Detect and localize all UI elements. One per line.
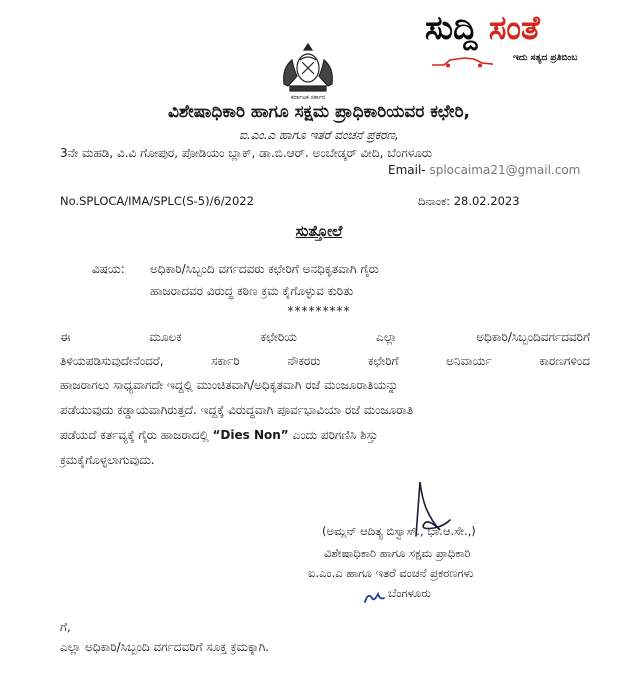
date-label: ದಿನಾಂಕ: bbox=[418, 194, 451, 208]
initials-mark-icon bbox=[362, 590, 388, 604]
car-icon bbox=[430, 54, 510, 68]
body-word: ನೌಕರರು bbox=[287, 354, 321, 368]
body-line-6: ಕ್ರಮಕೈಗೊಳ್ಳಲಾಗುವುದು. bbox=[60, 453, 155, 467]
body-word: ಮೂಲಕ bbox=[149, 330, 182, 344]
date-line bbox=[418, 194, 520, 209]
body-word: ಎಲ್ಲಾ bbox=[376, 330, 398, 344]
sudhi-santhe-logo bbox=[425, 8, 630, 74]
body-word: ತಿಳಿಯಪಡಿಸುವುದೇನೆಂದರೆ, bbox=[60, 354, 164, 368]
logo-word-1: ಸುದ್ದಿ bbox=[425, 8, 478, 47]
subject-separator: ********* bbox=[287, 304, 351, 318]
logo-tagline: ಇದು ಸತ್ಯದ ಪ್ರತಿಬಿಂಬ bbox=[513, 53, 578, 63]
body-word: ಅನಿವಾರ್ಯ bbox=[446, 354, 492, 368]
body-word: ಕಛೇರಿಗೆ bbox=[368, 354, 399, 368]
body-text: ಎಂದು ಪರಿಗಣಿಸಿ ಶಿಸ್ತು bbox=[288, 428, 378, 442]
office-subtitle: ಐ.ಎಂ.ಎ ಹಾಗೂ ಇತರೆ ವಂಚನೆ ಪ್ರಕರಣ, bbox=[239, 128, 399, 142]
signatory-name: (ಅಮ್ಲನ್ ಆದಿತ್ಯ ಬಿಸ್ವಾಸ್., ಭಾ.ಆ.ಸೇ.,) bbox=[322, 524, 476, 538]
body-line-1 bbox=[60, 330, 590, 345]
body-word: ಕಾರಣಗಳಿಂದ bbox=[539, 354, 590, 368]
date-value: 28.02.2023 bbox=[453, 194, 520, 208]
body-word: ಅಧಿಕಾರಿ/ಸಿಬ್ಬಂದಿವರ್ಗದವರಿಗೆ bbox=[476, 330, 590, 344]
recipients-line: ಎಲ್ಲಾ ಅಧಿಕಾರಿ/ಸಿಬ್ಬಂದಿ ವರ್ಗದವರಿಗೆ ಸೂಕ್ತ ಕ್ರಮಕ್ಕಾಗಿ. bbox=[60, 640, 270, 654]
subject-text-1: ಅಧಿಕಾರಿ/ಸಿಬ್ಬಂದಿ ವರ್ಗದವರು ಕಛೇರಿಗೆ ಅನಧಿಕೃತವಾಗಿ ಗೈರು bbox=[150, 262, 379, 276]
email-line bbox=[388, 163, 580, 177]
subject-label: ವಿಷಯ: bbox=[92, 262, 125, 276]
logo-word-2: ಸಂತೆ bbox=[488, 8, 540, 47]
body-text: ಪಡೆಯದೆ ಕರ್ತವ್ಯಕ್ಕೆ ಗೈರು ಹಾಜರಾದಲ್ಲಿ bbox=[60, 428, 213, 442]
karnataka-emblem-icon bbox=[276, 40, 340, 96]
signatory-office: ಐ.ಎಂ.ಎ ಹಾಗೂ ಇತರೆ ವಂಚನೆ ಪ್ರಕರಣಗಳು bbox=[308, 566, 474, 580]
subject-line-2: ಹಾಜರಾದವರ ವಿರುದ್ಧ ಕಠಿಣ ಕ್ರಮ ಕೈಗೊಳ್ಳುವ ಕುರಿತು bbox=[150, 284, 354, 298]
circular-heading: ಸುತ್ತೋಲೆ bbox=[295, 222, 343, 240]
body-word: ಸರ್ಕಾರಿ bbox=[211, 354, 240, 368]
body-line-3: ಹಾಜರಾಗಲು ಸಾಧ್ಯವಾಗದೇ ಇದ್ದಲ್ಲಿ ಮುಂಚಿತವಾಗಿ/ಅಧಿಕೃತವಾಗಿ ರಜೆ ಮಂಜೂರಾತಿಯನ್ನು bbox=[60, 378, 399, 392]
email-address: splocaima21@gmail.com bbox=[429, 163, 581, 177]
subject-line-1 bbox=[92, 262, 379, 277]
emblem-caption: ಕರ್ನಾಟಕ ಸರ್ಕಾರ bbox=[290, 94, 326, 101]
office-title: ವಿಶೇಷಾಧಿಕಾರಿ ಹಾಗೂ ಸಕ್ಷಮ ಪ್ರಾಧಿಕಾರಿಯವರ ಕಛೇರಿ, bbox=[167, 102, 471, 122]
signatory-designation: ವಿಶೇಷಾಧಿಕಾರಿ ಹಾಗೂ ಸಕ್ಷಮ ಪ್ರಾಧಿಕಾರಿ bbox=[324, 546, 471, 560]
body-line-5 bbox=[60, 428, 590, 443]
office-address: 3ನೇ ಮಹಡಿ, ವಿ.ವಿ ಗೋಪುರ, ಪೋಡಿಯಂ ಬ್ಲಾಕ್, ಡಾ.ಬಿ.ಆರ್. ಅಂಬೇಡ್ಕರ್ ವೀದಿ, ಬೆಂಗಳೂರು bbox=[60, 146, 433, 160]
body-line-4: ಪಡೆಯುವುದು ಕಡ್ಡಾಯವಾಗಿರುತ್ತದೆ. ಇದ್ದಕ್ಕೆ ವಿರುದ್ಧವಾಗಿ ಪೂರ್ವಭಾವಿಯಾ ರಜೆ ಮಂಜೂರಾತಿ bbox=[60, 403, 414, 417]
body-word: ಈ bbox=[60, 330, 71, 344]
signatory-city: ಬೆಂಗಳೂರು bbox=[388, 586, 431, 600]
logo-wordmark bbox=[425, 8, 540, 48]
reference-number: No.SPLOCA/IMA/SPLC(S-5)/6/2022 bbox=[60, 194, 254, 208]
body-line-2 bbox=[60, 354, 590, 369]
body-word: ಕಛೇರಿಯ bbox=[260, 330, 298, 344]
dies-non-term: “Dies Non” bbox=[212, 428, 289, 442]
email-label: Email- bbox=[388, 163, 426, 177]
recipients-to: ಗೆ, bbox=[60, 620, 71, 634]
